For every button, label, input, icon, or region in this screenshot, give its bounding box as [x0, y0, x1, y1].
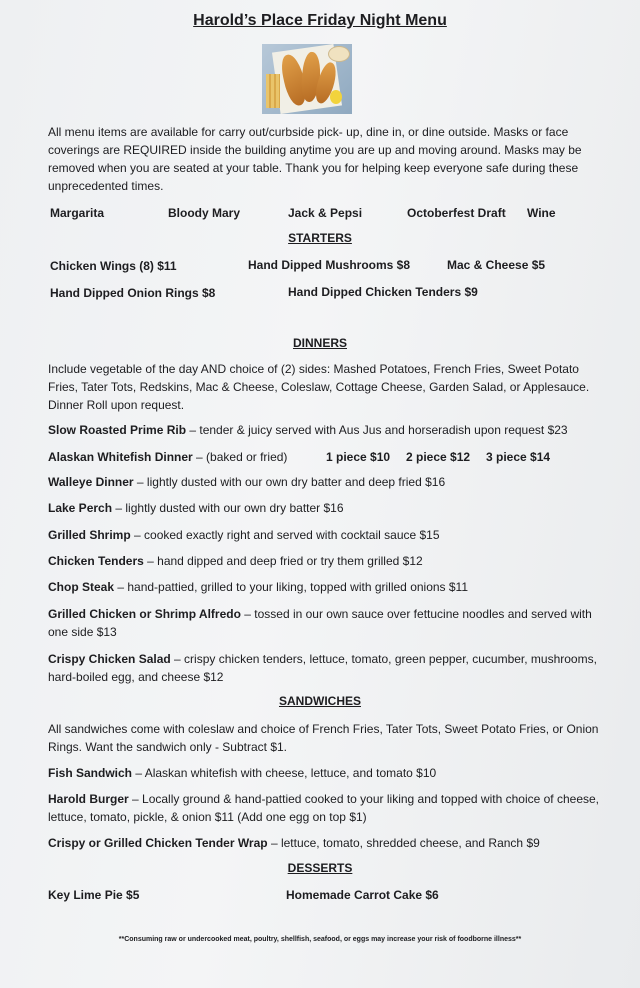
menu-title: Harold’s Place Friday Night Menu [193, 12, 447, 29]
starters-heading: STARTERS [288, 231, 352, 245]
whitefish-option: 3 piece $14 [486, 450, 551, 464]
drink-octoberfest-draft: Octoberfest Draft [407, 206, 506, 220]
whitefish-option: 1 piece $10 [326, 450, 391, 464]
dinner-item: Grilled Chicken or Shrimp Alfredo – tossed in our own sauce over fettucine noodles and served with one side $13 [48, 607, 592, 639]
starter-item: Hand Dipped Mushrooms $8 [248, 258, 411, 272]
dinner-item: Walleye Dinner – lightly dusted with our own dry batter and deep fried $16 [48, 475, 446, 489]
drink-margarita: Margarita [50, 206, 105, 220]
starter-item: Hand Dipped Onion Rings $8 [50, 286, 216, 300]
dinner-item: Lake Perch – lightly dusted with our own dry batter $16 [48, 501, 344, 515]
dinner-item: Alaskan Whitefish Dinner – (baked or fried) [48, 450, 288, 464]
dinner-item: Chicken Tenders – hand dipped and deep fried or try them grilled $12 [48, 554, 423, 568]
dinner-item: Crispy Chicken Salad – crispy chicken tenders, lettuce, tomato, green pepper, cucumber, mushrooms, hard-boiled egg, and cheese $12 [48, 652, 597, 684]
sandwich-item: Fish Sandwich – Alaskan whitefish with cheese, lettuce, and tomato $10 [48, 766, 437, 780]
desserts-heading: DESSERTS [287, 861, 353, 875]
dinner-item: Grilled Shrimp – cooked exactly right and served with cocktail sauce $15 [48, 528, 440, 542]
dinner-item: Slow Roasted Prime Rib – tender & juicy served with Aus Jus and horseradish upon request $23 [48, 423, 568, 437]
sandwich-item: Harold Burger – Locally ground & hand-pattied cooked to your liking and topped with choice of cheese, lettuce, tomato, pickle, & onion $11 (Add one egg on top $1) [48, 792, 599, 824]
foodborne-illness-disclaimer: **Consuming raw or undercooked meat, poultry, shellfish, seafood, or eggs may increase your risk of foodborne illness** [118, 936, 522, 943]
sandwiches-heading: SANDWICHES [278, 694, 361, 708]
starter-item: Hand Dipped Chicken Tenders $9 [288, 285, 478, 299]
starter-item: Chicken Wings (8) $11 [50, 259, 177, 273]
drink-wine: Wine [527, 206, 556, 220]
starter-item: Mac & Cheese $5 [447, 258, 546, 272]
dinners-intro: Include vegetable of the day AND choice of (2) sides: Mashed Potatoes, French Fries, Sweet Potato Fries, Tater Tots, Redskins, Mac & Cheese, Coleslaw, Cottage Cheese, Garden Salad, or Applesauce. Dinner Roll upon request. [48, 362, 590, 412]
fish-and-chips-photo [262, 44, 352, 114]
sandwich-item: Crispy or Grilled Chicken Tender Wrap – lettuce, tomato, shredded cheese, and Ranch $9 [48, 836, 540, 850]
dessert-item: Key Lime Pie $5 [48, 888, 140, 902]
intro-paragraph: All menu items are available for carry out/curbside pick- up, dine in, or dine outside. Masks or face coverings are REQUIRED inside the building anytime you are up and moving around. Masks may be removed when you are seated at your table. Thank you for helping keep everyone safe during these unprecedented times. [48, 125, 582, 193]
dinner-item: Chop Steak – hand-pattied, grilled to your liking, topped with grilled onions $11 [48, 580, 469, 594]
dessert-item: Homemade Carrot Cake $6 [286, 888, 439, 902]
sandwiches-intro: All sandwiches come with coleslaw and choice of French Fries, Tater Tots, Sweet Potato Fries, or Onion Rings. Want the sandwich only - Subtract $1. [48, 722, 599, 754]
whitefish-option: 2 piece $12 [406, 450, 471, 464]
dinners-heading: DINNERS [292, 336, 347, 350]
drink-jack-pepsi: Jack & Pepsi [288, 206, 363, 220]
drink-bloody-mary: Bloody Mary [168, 206, 241, 220]
